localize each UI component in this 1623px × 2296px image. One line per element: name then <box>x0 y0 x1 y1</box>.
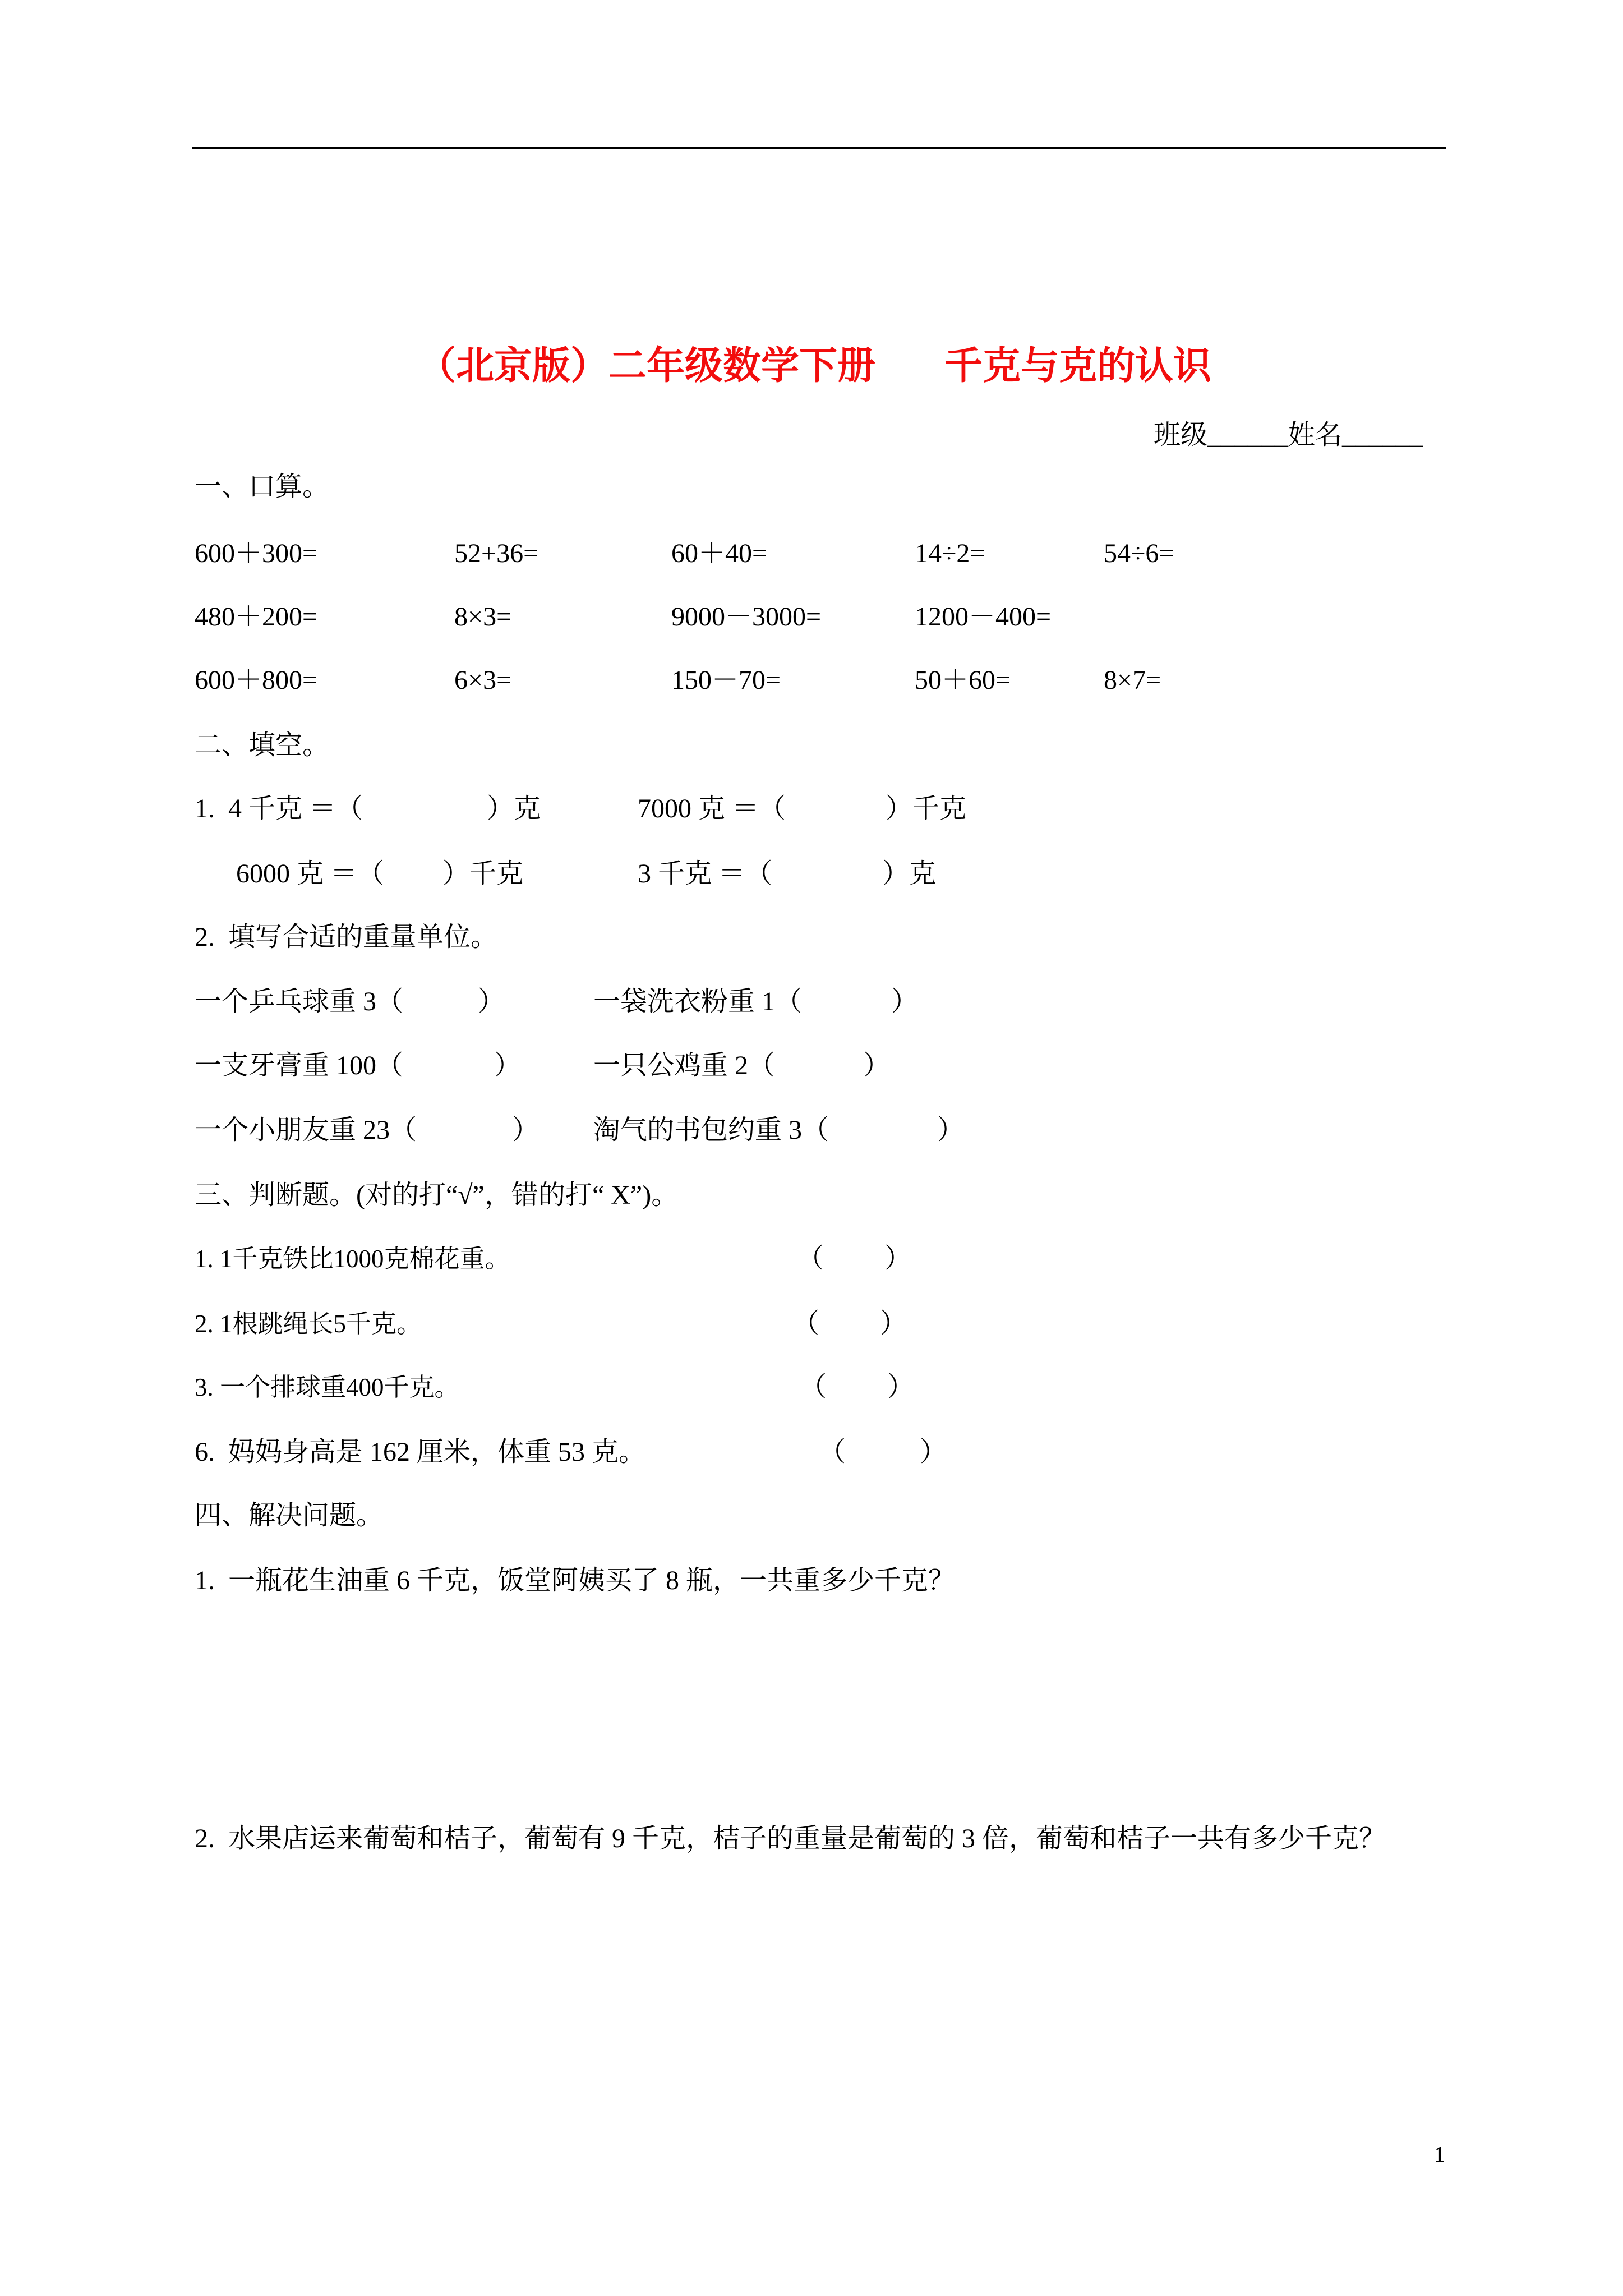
header-rule <box>192 147 1446 149</box>
calc-item: 52+36= <box>454 539 539 568</box>
conversion-question: 6000 克 ＝（ <box>236 859 385 889</box>
calc-item: 14÷2= <box>915 539 985 568</box>
calc-item: 1200－400= <box>915 602 1052 632</box>
word-problem: 2. 水果店运来葡萄和桔子，葡萄有 9 千克，桔子的重量是葡萄的 3 倍，葡萄和桔子一共有多少千克？ <box>195 1824 1386 1853</box>
true-false-answer-blank: （ ） <box>800 1372 915 1402</box>
unit-question: 淘气的书包约重 3（ <box>593 1115 829 1145</box>
unit-question: 一支牙膏重 100（ <box>195 1051 404 1080</box>
conversion-question: 7000 克 ＝（ <box>638 794 786 823</box>
unit-question-close: ） <box>494 1051 522 1080</box>
unit-question-close: ） <box>512 1115 540 1145</box>
unit-question-close: ） <box>478 987 505 1016</box>
page-number: 1 <box>1434 2142 1445 2167</box>
true-false-statement: 3. 一个排球重400千克。 <box>195 1373 460 1401</box>
calc-item: 6×3= <box>454 665 512 695</box>
unit-question: 一只公鸡重 2（ <box>593 1051 776 1080</box>
conversion-question-close: ）千克 <box>442 859 524 889</box>
true-false-answer-blank: （ ） <box>792 1309 907 1338</box>
calc-item: 8×7= <box>1104 665 1161 695</box>
calc-item: 60＋40= <box>671 539 768 568</box>
calc-item: 600＋800= <box>195 665 318 695</box>
unit-question: 一个小朋友重 23（ <box>195 1115 417 1145</box>
unit-question-close: ） <box>937 1115 965 1145</box>
unit-question: 一袋洗衣粉重 1（ <box>593 987 803 1016</box>
unit-question: 一个乒乓球重 3（ <box>195 987 404 1016</box>
calc-item: 600＋300= <box>195 539 318 568</box>
calc-item: 480＋200= <box>195 602 318 632</box>
conversion-question: 3 千克 ＝（ <box>638 859 773 889</box>
true-false-statement: 1. 1千克铁比1000克棉花重。 <box>195 1245 510 1273</box>
calc-item: 9000－3000= <box>671 602 822 632</box>
student-info: 班级______姓名______ <box>1154 420 1423 450</box>
calc-item: 50＋60= <box>915 665 1011 695</box>
true-false-answer-blank: （ ） <box>797 1244 912 1273</box>
section-heading-oral-calc: 一、口算。 <box>195 472 330 501</box>
true-false-answer-blank: （ ） <box>819 1437 947 1467</box>
units-prompt: 2. 填写合适的重量单位。 <box>195 922 498 952</box>
worksheet-title-series: （北京版）二年级数学下册 <box>418 344 876 387</box>
calc-item: 8×3= <box>454 602 512 632</box>
true-false-statement: 6. 妈妈身高是 162 厘米，体重 53 克。 <box>195 1437 646 1467</box>
conversion-question-close: ）千克 <box>886 794 967 823</box>
calc-item: 150－70= <box>671 665 781 695</box>
conversion-question-close: ）克 <box>487 794 541 823</box>
conversion-question-close: ）克 <box>882 859 937 889</box>
section-heading-true-false: 三、判断题。(对的打“√”，错的打“ X”)。 <box>195 1180 679 1210</box>
worksheet-title-topic: 千克与克的认识 <box>944 344 1212 387</box>
section-heading-problems: 四、解决问题。 <box>195 1501 384 1530</box>
unit-question-close: ） <box>891 987 919 1016</box>
word-problem: 1. 一瓶花生油重 6 千克，饭堂阿姨买了 8 瓶，一共重多少千克？ <box>195 1566 956 1595</box>
unit-question-close: ） <box>863 1051 891 1080</box>
conversion-question: 1. 4 千克 ＝（ <box>195 794 363 823</box>
calc-item: 54÷6= <box>1104 539 1174 568</box>
section-heading-fill-blank: 二、填空。 <box>195 730 330 760</box>
true-false-statement: 2. 1根跳绳长5千克。 <box>195 1310 422 1338</box>
